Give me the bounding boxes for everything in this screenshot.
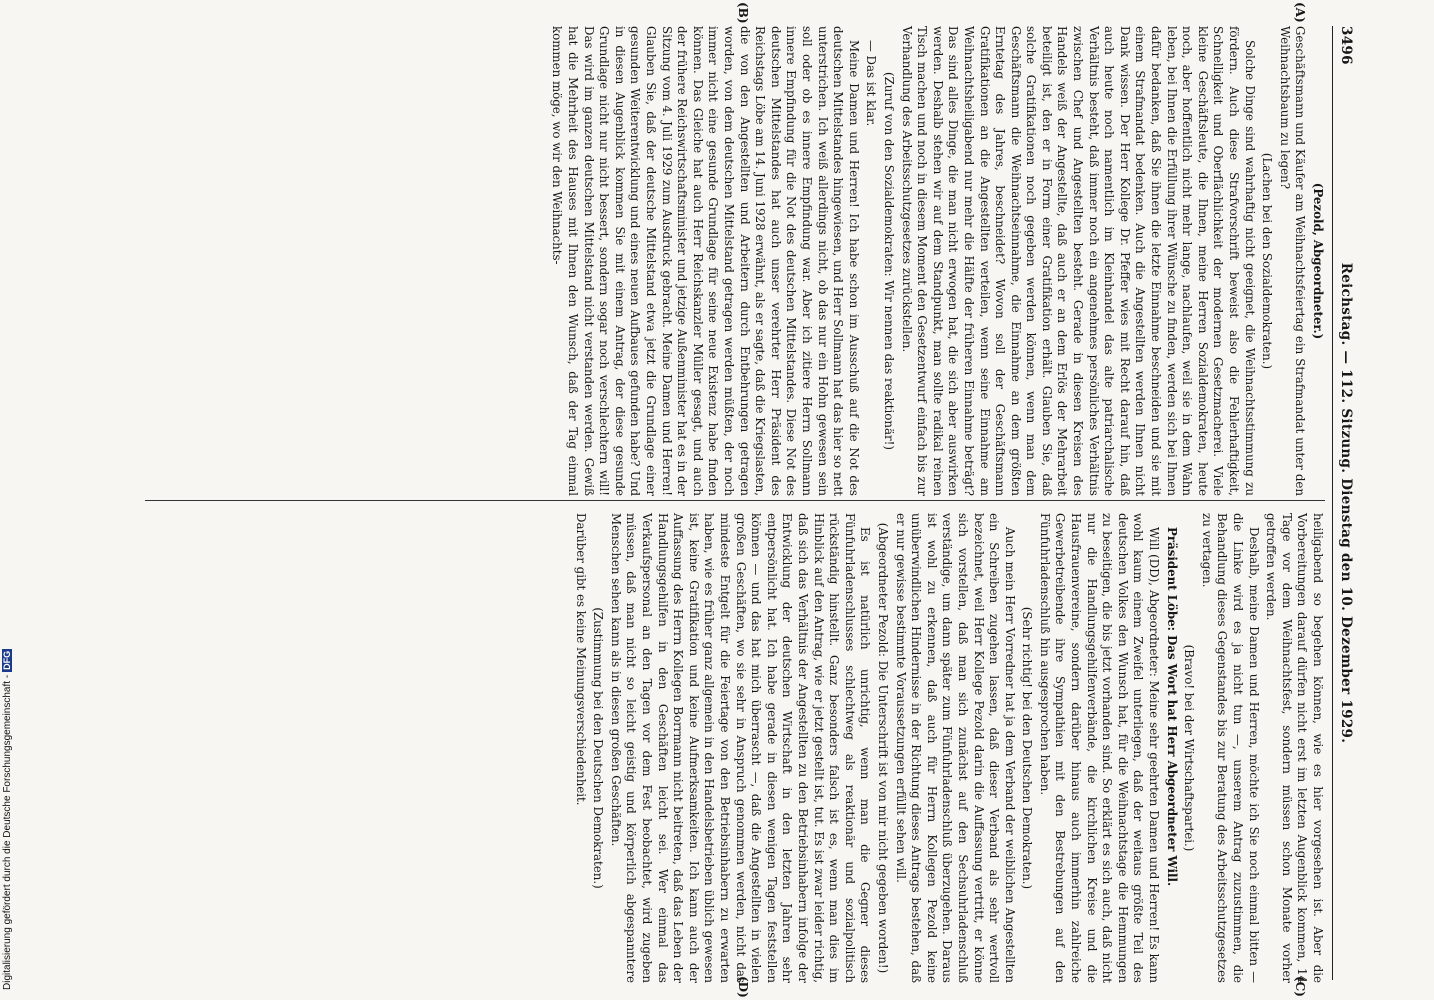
- president-statement: Präsident Löbe: Das Wort hat Herr Abgeordneter Will.: [1164, 527, 1179, 887]
- interjection: (Zustimmung bei den Deutschen Demokraten.): [591, 607, 606, 889]
- paragraph: heiligabend so begehen können, wie es hier vorgesehen ist. Aber die Vorbereitungen darauf dürfen nicht erst im letzten Augenblick kommen, 14 Tage vor dem Weihnachtsfest, sondern müssen schon Monate vorher getroffen werden.: [1264, 513, 1325, 983]
- paragraph: Solche Dinge sind wahrhaftig nicht geeignet, die Weihnachtsstimmung zu fördern. Auch diese Strafvorschrift beweist also die Fehlerhaftigkeit, Schnelligkeit und Oberflächlichkeit der modernen Gesetzmacherei. Viele kleine Geschäftsleute, die Ihnen, meine Herren Sozialdemokraten, heute noch, aber hoffentlich nicht mehr lange, nachlaufen, weil sie in dem Wahn leben, bei Ihnen die Erfüllung ihrer Wünsche zu finden, werden sich bei Ihnen dafür bedanken, daß Sie ihnen die letzte Einnahme beschneiden und sie mit einem Strafmandat bedenken. Auch die Angestellten werden Ihnen nicht Dank wissen. Der Herr Kollege Dr. Pfeffer wies mit Recht darauf hin, daß auch heute noch namentlich im Kleinhandel das alte patriarchalische Verhältnis besteht, daß immer noch ein angenehmes persönliches Verhältnis zwischen Chef und Angestellten besteht. Gerade in diesen Kreisen des Handels weiß der Angestellte, daß auch er an dem Erlös der Mehrarbeit beteiligt ist, den er in Form einer Gratifikation erhält. Glauben Sie, daß solche Gratifikationen noch gegeben werden können, wenn man dem Geschäftsmann die Weihnachtseinnahme, die Einnahme an dem größten Erntetag des Jahres, beschneidet? Wovon soll der Geschäftsmann Gratifikationen an die Angestellten verteilen, wenn seine Einnahme am Weihnachtsheiligabend nur mehr die Hälfte der früheren Einnahme beträgt? Das sind alles Dinge, die man nicht erwogen hat, die sich aber auswirken werden. Deshalb stehen wir auf dem Standpunkt, man sollte radikal reinen Tisch machen und noch in diesem Moment den Gesetzentwurf einfach bis zur Verhandlung des Arbeitsschutzgesetzes zurückstellen.: [899, 26, 1257, 496]
- speaker-line: (Pezold, Abgeordneter.): [1311, 182, 1325, 340]
- paragraph: Es ist natürlich unrichtig, wenn man die Gegner dieses Fünfuhrladenschlusses schlechtweg als reaktionär und sozialpolitisch rückständig hinstellt. Ganz besonders falsch ist es, wenn man dies im Hinblick auf den Antrag, wie er jetzt gestellt ist, tut. Es ist zwar leider richtig, daß sich das Verhältnis der Angestellten zu den Betriebsinhabern infolge der Entwicklung der deutschen Wirtschaft in den letzten Jahren sehr entpersönlicht hat. Ich habe gerade in diesen wenigen Tagen feststellen können — und das hat mich überrascht —, daß die Angestellten in vielen großen Geschäften, wo sie sehr in Anspruch genommen werden, nicht das mindeste Entgelt für die Feiertage von den Betriebsinhabern zu erwarten haben, wie es früher ganz allgemein in den Handelsbetrieben üblich gewesen ist, keine Gratifikation und keine Aufmerksamkeiten. Ich kann auch der Auffassung des Herrn Kollegen Borrmann nicht beitreten, daß das Leben der Handlungsgehilfen in den Geschäften leicht sei. Wer einmal das Verkaufspersonal an den Tagen vor dem Fest beobachtet, wird zugeben müssen, daß man nicht so leicht geistig und körperlich abgespanntere Menschen sehen kann als in diesen großen Geschäften.: [608, 513, 873, 983]
- interjection: (Abgeordneter Pezold: Die Unterschrift ist von mir nicht gegeben worden!): [875, 522, 890, 974]
- paragraph: Geschäftsmann und Käufer am Weihnachtsfeiertag ein Strafmandat unter den Weihnachtsbaum zu legen?: [1277, 26, 1308, 496]
- paragraph: Deshalb, meine Damen und Herren, möchte ich Sie noch einmal bitten — die Linke wird es ja nicht tun —, unserem Antrag zuzustimmen, die Behandlung dieses Gegenstandes bis zur Beratung des Arbeitsschutzgesetzes zu vertagen.: [1199, 513, 1261, 983]
- credit-text: Digitalisierung gefördert durch die Deutsche Forschungsgemeinschaft -: [2, 674, 13, 990]
- interjection: (Lachen bei den Sozialdemokraten.): [1260, 152, 1275, 370]
- reichstag-protocol-page: [125, 2, 1355, 998]
- margin-mark-d: (D): [736, 976, 750, 998]
- paragraph: Darüber gibt es keine Meinungsverschiedenheit.: [573, 513, 588, 806]
- margin-mark-a: (A): [1293, 2, 1307, 23]
- paragraph: Meine Damen und Herren! Ich habe schon im Ausschuß auf die Not des deutschen Mittelstandes hingewiesen, und Herr Sollmann hat das hier so nett unterstrichen. Ich weiß allerdings nicht, ob das nur ein Hohn gewesen sein soll oder ob es innere Empfindung war. Aber ich zitiere Herrn Sollmann innere Empfindung für die Not des deutschen Mittelstandes. Diese Not des deutschen Mittelstandes hat auch unser verehrter Herr Präsident des Reichstags Löbe am 14. Juni 1928 erwähnt, als er sagte, daß die Kriegslasten, die von den Angestellten und Arbeitern durch Entbehrungen getragen worden, von dem deutschen Mittelstand getragen werden müßten, der noch immer nicht eine gesunde Grundlage für seine neue Existenz habe finden können. Das Gleiche hat auch Herr Reichskanzler Müller gesagt, und auch der frühere Reichswirtschaftsminister und jetzige Außenminister hat es in der Sitzung vom 4. Juli 1929 zum Ausdruck gebracht. Meine Damen und Herren! Glauben Sie, daß der deutsche Mittelstand etwa jetzt die Grundlage einer gesunden Weiterentwicklung und eines neuen Aufbaues gefunden habe? Und in diesen Augenblick kommen Sie mit einem Antrag, der diese gesunde Grundlage nicht nur nicht bessert, sondern sogar noch verschlechtern will! Das wird im ganzen deutschen Mittelstand nicht verstanden werden. Gewiß hat die Mehrheit des Hauses mit Ihnen den Wunsch, daß der Tag einmal kommen möge, wo wir den Weihnachts-: [550, 26, 861, 496]
- column-divider: [145, 500, 1325, 501]
- margin-mark-c: (C): [1293, 976, 1307, 997]
- margin-mark-b: (B): [736, 2, 750, 24]
- page-number: 3496: [1338, 26, 1354, 65]
- dfg-logo: DFG: [2, 650, 12, 670]
- paragraph: — Das ist klar.: [864, 40, 879, 127]
- left-text-column: [547, 26, 1325, 496]
- paragraph: Auch mein Herr Vorredner hat ja dem Verband der weiblichen Angestellten ein Schreiben zugehen lassen, daß dieser Verband als sehr wertvoll bezeichnet, weil Herr Kollege Pezold darin die Auffassung vertritt, er könne sich vorstellen, daß man sich zunächst auf den Sechsuhrladenschluß verständige, um dann später zum Fünfuhrladenschluß überzugehen. Daraus ist wohl zu erkennen, daß auch für Herrn Kollegen Pezold keine unüberwindlichen Hindernisse in der Richtung dieses Antrags bestehen, daß er nur gewisse bestimmte Voraussetzungen erfüllt sehen will.: [893, 513, 1017, 983]
- page-title: Reichstag. — 112. Sitzung. Dienstag den 10. Dezember 1929.: [1338, 262, 1354, 744]
- page-header: [1332, 26, 1355, 980]
- right-text-column: [570, 513, 1325, 983]
- interjection: (Bravo! bei der Wirtschaftspartei.): [1182, 644, 1197, 852]
- interjection: (Sehr richtig! bei den Deutschen Demokraten.): [1020, 606, 1035, 890]
- paragraph: Will (DD), Abgeordneter: Meine sehr geehrten Damen und Herren! Es kann wohl kaum einem Zweifel unterliegen, daß der weitaus größte Teil des deutschen Volkes den Wunsch hat, für die Weihnachtstage die Hemmungen zu beseitigen, die bis jetzt vorhanden sind. So erklärt es sich auch, daß nicht nur die Handlungsgehilfenverbände, die kirchlichen Kreise und die Hausfrauenvereine, sondern darüber hinaus auch immerhin zahlreiche Gewerbetreibende ihre Sympathien mit den Bestrebungen auf den Fünfuhrladenschluß hin ausgesprochen haben.: [1037, 513, 1162, 983]
- digitization-credit: [2, 649, 13, 990]
- interjection: (Zuruf von den Sozialdemokraten: Wir nennen das reaktionär!): [881, 71, 896, 450]
